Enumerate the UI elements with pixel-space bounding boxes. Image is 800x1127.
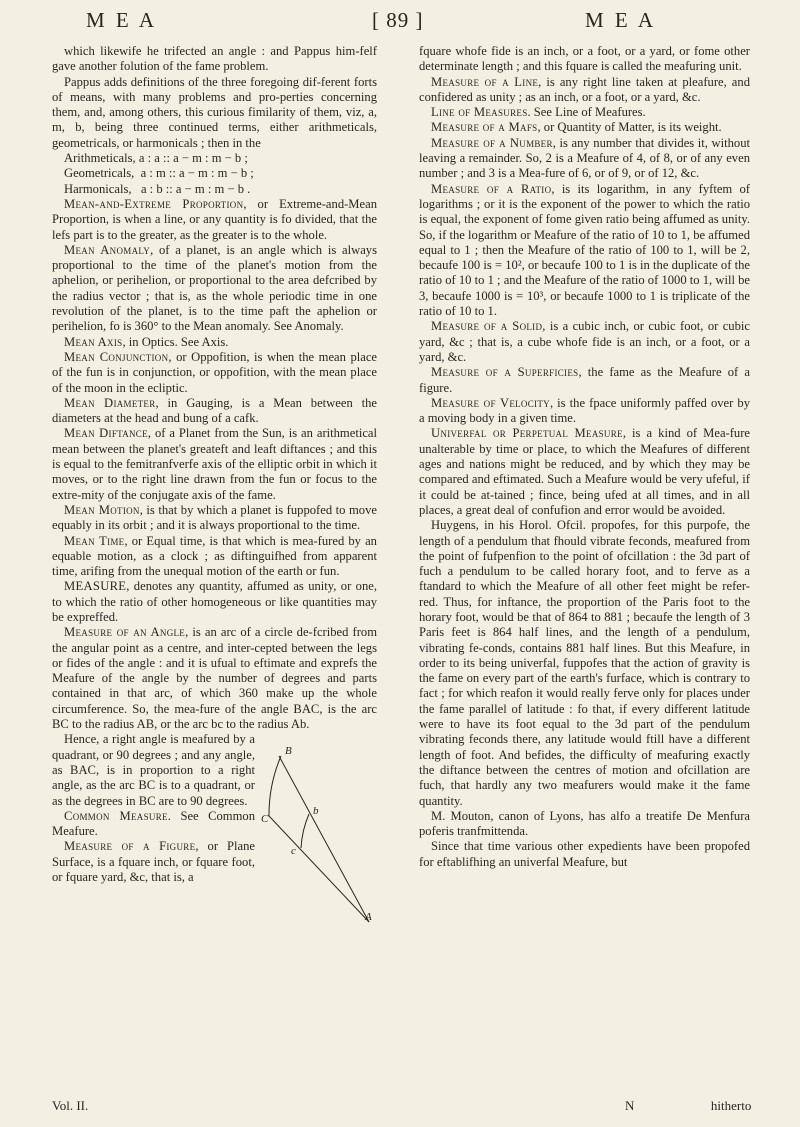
entry: [52, 534, 377, 580]
entry: [419, 136, 750, 182]
math-line: Harmonicals, a : b :: a − m : m − b .: [64, 181, 251, 196]
entry-text: , is any number that divides it, without leaving a remainder. So, 2 is a Meafure of 4, of 8, or of any even number ; and 3 is a Mea-fure of 6, or of 9, or of 12, &c.: [419, 135, 750, 181]
entry-term: Mean Time: [64, 533, 125, 548]
entry: [52, 503, 377, 534]
label-b: b: [313, 805, 319, 818]
label-A: A: [365, 911, 372, 924]
entry: [419, 120, 750, 135]
entry-text: , is an arc of a circle de-fcribed from the angular point as a centre, and inter-cepted between the legs or fides of the angle : and it is ufual to eftimate and exprefs the Meafure of the angle by the number of degrees and parts contained in that arc, of which 360 make up the whole circumference. So, the mea-fure of the angle BAC, is the arc BC to the radius AB, or the arc bc to the radius Ab.: [52, 625, 377, 732]
entry: [52, 579, 377, 625]
leg-AB: [279, 756, 369, 922]
left-column: [52, 44, 377, 928]
math-line: Arithmeticals, a : a :: a − m : m − b ;: [64, 151, 248, 166]
angle-diagram-svg: [261, 736, 379, 926]
entry-text: , is a kind of Mea-fure unalterable by time or place, to which the Meafures of different ages and nations might be reduced, and by which they may be compared and eftimated. Such a Meafure would be very ufeful, if it could be at-tained ; fince, being ufed at all times, and in all places, a great deal of confufion and error would be avoided.: [419, 426, 751, 517]
entry-text: , or Extreme-and-Mean Proportion, is when a line, or any quantity is fo divided, that the lefs part is to the greater, as the greater is to the whole.: [52, 196, 377, 242]
page-number: [ 89 ]: [372, 8, 424, 32]
entry-text: , of a Planet from the Sun, is an arithmetical mean between the planet's greateft and leaft diftances ; and this is equal to the femitranfverfe axis of the elliptic orbit in which it moves, or to the right line drawn from the fun or focus to the extre-mity of the conjugate axis of the fame.: [52, 426, 377, 502]
entry-text: , denotes any quantity, affumed as unity, or one, to which the ratio of other homogeneous or like quantities may be expreffed.: [52, 579, 377, 624]
label-B: B: [285, 745, 292, 758]
paragraph: Hence, a right angle is meafured by a quadrant, or 90 degrees ; and any angle, as BAC, is in proportion to a right angle, as the arc BC is to a quadrant, or as the degrees in BC are to 90 degrees.: [52, 732, 255, 808]
entry-text: . See Common Meafure.: [52, 808, 255, 839]
entry-term: Mean Axis: [64, 334, 123, 349]
arc-bc: [301, 814, 309, 848]
entry-text: . See Line of Meafures.: [527, 105, 646, 120]
label-C: C: [261, 813, 269, 826]
entry-term: Measure of an Angle: [64, 625, 186, 640]
right-column: [419, 44, 750, 870]
entry-term: Mean Diameter: [64, 395, 156, 410]
angle-diagram: [261, 736, 379, 926]
header-right: M E A: [585, 8, 657, 32]
entry-text: , or Oppofition, is when the mean place of the fun is in conjunction, or oppofition, with the mean place of the moon in the ecliptic.: [52, 349, 378, 395]
entry: [52, 350, 377, 396]
entry-term: Measure of a Number: [431, 135, 553, 150]
running-header: [0, 8, 800, 36]
entry-term: Line of Measures: [431, 105, 528, 120]
entry: [52, 396, 377, 427]
header-left: M E A: [86, 8, 158, 32]
entry: [419, 365, 750, 396]
entry-term: Mean Motion: [64, 502, 140, 517]
entry: [419, 75, 750, 106]
entry: [52, 625, 377, 732]
entry-text: , or Plane Surface, is a fquare inch, or fquare foot, or fquare yard, &c, that is, a: [52, 839, 255, 885]
entry-text: , in Optics. See Axis.: [122, 334, 229, 349]
paragraph: Pappus adds definitions of the three foregoing dif-ferent forts of means, with many problems and pro-perties concerning them, and, among others, this curious fimilarity of them, viz, a, m, b, being three continued terms, either arithmeticals, geometricals, or harmonicals ; then in the: [52, 74, 377, 150]
entry: [52, 197, 377, 243]
catchword: hitherto: [710, 1098, 752, 1113]
entry: [52, 243, 377, 335]
entry-term: Measure of a Figure: [64, 839, 196, 854]
entry-term: Measure of a Mafs: [431, 120, 538, 135]
entry-term: Common Measure: [64, 808, 168, 823]
entry-term: Mean Anomaly: [64, 242, 151, 257]
math-line: Geometricals, a : m :: a − m : m − b ;: [64, 166, 254, 181]
entry-text: , is a cubic inch, or cubic foot, or cubic yard, &c ; that is, a cube whofe fide is an inch, or a foot, or a yard, &c.: [419, 319, 750, 364]
label-c: c: [291, 845, 296, 858]
entry-term: Mean Conjunction: [64, 349, 169, 364]
entry-term: Mean-and-Extreme Proportion: [64, 196, 244, 211]
entry-text: , the fame as the Meafure of a figure.: [419, 365, 750, 395]
paragraph: which likewife he trifected an angle : and Pappus him-felf gave another folution of the fame problem.: [52, 44, 377, 74]
arc-BC: [269, 756, 281, 816]
entry: [419, 396, 750, 427]
entry-term: Measure of a Ratio: [431, 181, 552, 196]
entry: [52, 426, 377, 502]
entry-text: , is any right line taken at pleafure, and confidered as unity ; as an inch, or a foot, or a yard, &c.: [419, 74, 750, 104]
entry-term: Univerfal or Perpetual Measure: [431, 426, 623, 441]
entry: [52, 335, 377, 350]
entry-text: , of a planet, is an angle which is always proportional to the time of the planet's motion from the aphelion, or perihelion, or proportional to the area defcribed by the radius vector ; that is, as the whole periodic time in one revolution of the planet, is to the time paft the aphelion or perihelion, fo is 360° to the Mean anomaly. See Anomaly.: [52, 242, 377, 334]
entry-term: Measure of a Superficies: [431, 365, 579, 380]
entry-text: , in Gauging, is a Mean between the diameters at the head and bung of a cafk.: [52, 395, 377, 426]
entry-term: Measure of a Line: [431, 74, 539, 89]
entry-term: Measure of Velocity: [431, 395, 550, 410]
entry: [419, 426, 750, 518]
footer-right: [625, 1098, 751, 1114]
leg-AC: [269, 816, 369, 922]
paragraph: Huygens, in his Horol. Ofcil. propofes, for this purpofe, the length of a pendulum that fhould vibrate feconds, meafured from the point of fufpenfion to the point of ofcillation : the 3d part of fuch a pendulum to be called horary foot, and to ferve as a ftandard to which the Meafure of all other feet might be refer-red. Thus, for inftance, the proportion of the Paris foot to the horary foot, would be that of 864 to 881 ; becaufe the length of 3 Paris feet is 864 half lines, and the length of a pendulum, vibrating fe-conds, contains 881 half lines. But this Meafure, in order to its being univerfal, fuppofes that the action of gravity is the fame on every part of the earth's furface, which is contrary to fact ; for which reafon it would really ferve only for places under the fame parallel of latitude : fo that, if every different latitude were to have its foot equal to the 3d part of the pendulum vibrating feconds there, any latitude would ftill have a different length of foot. And befides, the difficulty of meafuring exactly the diftance between the centres of motion and ofcillation are fuch, that hardly any two meafurers would make it the fame quantity.: [419, 518, 750, 808]
entry-term: MEASURE: [64, 579, 127, 594]
entry-text: , is that by which a planet is fuppofed to move equably in its orbit ; and it is always proportional to the time.: [52, 502, 377, 533]
entry: [419, 319, 750, 365]
entry-text: , is its logarithm, in any fyftem of logarithms ; or it is the exponent of the power to which the ratio is equal, the exponent of fome given ratio being affumed as unity. So, if the logarithm or Meafure of the ratio of 10 to 1, be affumed equal to 1 ; then the Meafure of the ratio of 100 to 1, will be 2, becaufe 100 is = 10², or becaufe 100 to 1 is in the duplicate of the ratio of 10 to 1 ; and the Meafure of the ratio of 1000 to 1, will be 3, becaufe 1000 is = 10³, or becaufe 1000 to 1 is triplicate of the ratio of 10 to 1.: [419, 181, 750, 319]
entry: [419, 105, 750, 120]
entry-text: , is the fpace uniformly paffed over by a moving body in a given time.: [419, 395, 750, 426]
paragraph: M. Mouton, canon of Lyons, has alfo a treatife De Menfura poferis tranfmittenda.: [419, 808, 750, 839]
entry: [419, 182, 750, 320]
entry-text: , or Equal time, is that which is mea-fured by an equable motion, as a clock ; as diftinguifhed from apparent time, arifing from the unequal motion of the earth or fun.: [52, 533, 377, 579]
entry-term: Measure of a Solid: [431, 319, 543, 334]
paragraph: fquare whofe fide is an inch, or a foot, or a yard, or fome other determinate length ; and this fquare is called the meafuring unit.: [419, 44, 750, 74]
signature-mark: N: [625, 1098, 635, 1113]
paragraph: Since that time various other expedients have been propofed for eftablifhing an univerfal Meafure, but: [419, 839, 750, 869]
entry-term: Mean Diftance: [64, 426, 148, 441]
volume-number: Vol. II.: [52, 1098, 89, 1113]
entry-text: , or Quantity of Matter, is its weight.: [537, 120, 722, 135]
